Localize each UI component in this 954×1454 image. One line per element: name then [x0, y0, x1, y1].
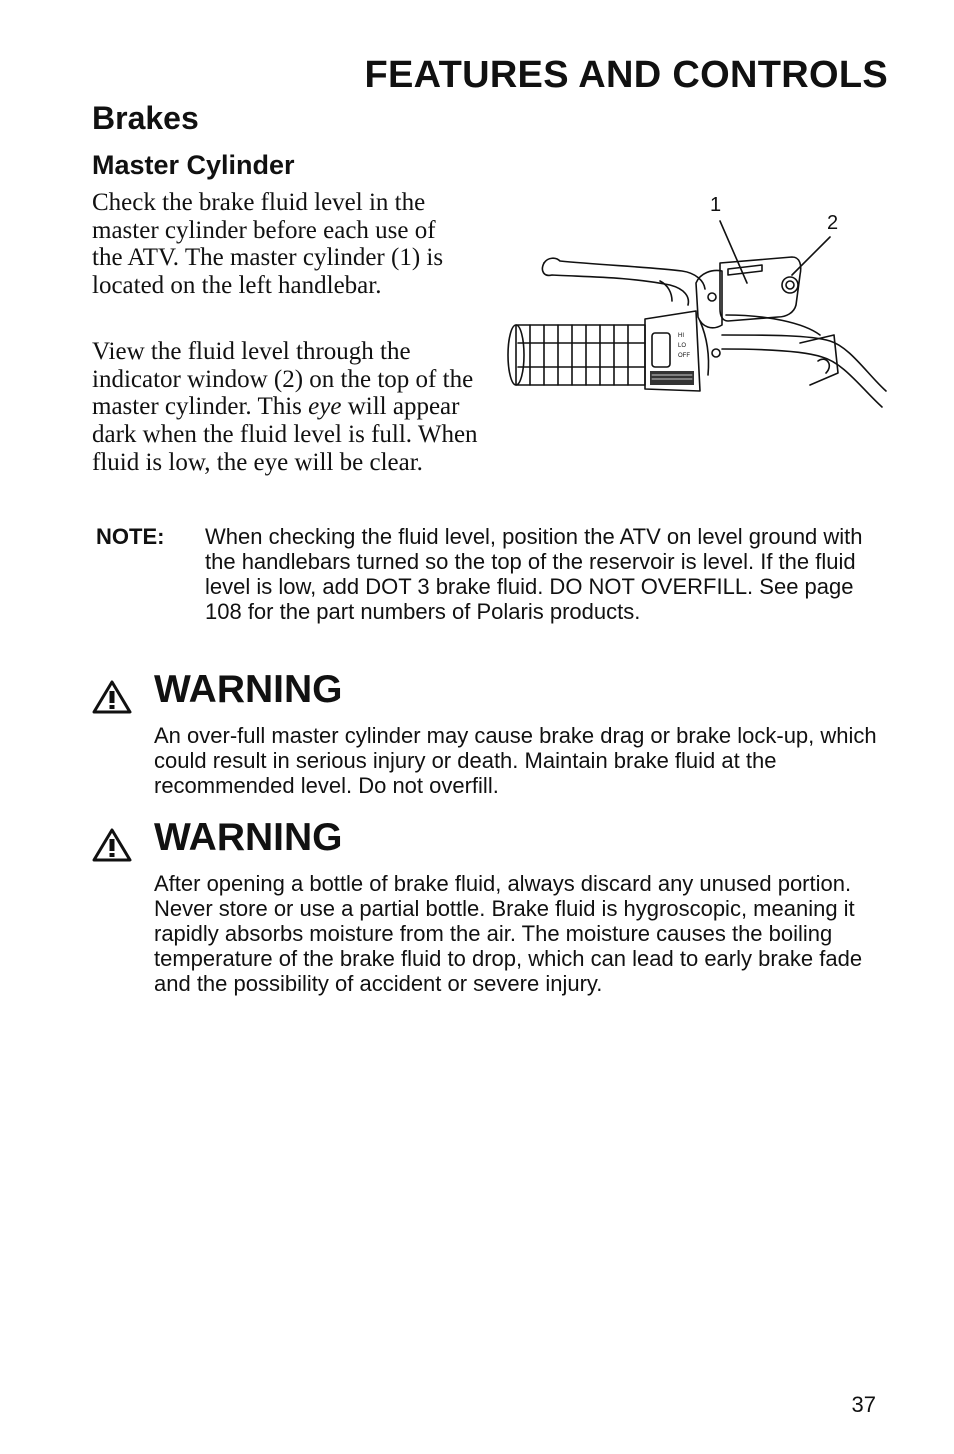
paragraph-location: Check the brake fluid level in the master cylinder before each use of the ATV. The master cylinder (1) is located on the left handlebar.: [92, 189, 444, 300]
handlebar-tube: [722, 315, 886, 407]
paragraph-text: View the fluid level through the indicator window (2) on the top of the master cylinder. This: [92, 338, 474, 421]
page-header: FEATURES AND CONTROLS: [364, 54, 888, 96]
switch-label-lo: LO: [678, 343, 687, 349]
warning-text: An over-full master cylinder may cause brake drag or brake lock-up, which could result in serious injury or death. Maintain brake fluid at the recommended level. Do not overfill.: [154, 723, 877, 798]
switch-label-off: OFF: [678, 353, 690, 359]
paragraph-indicator-window: [92, 338, 502, 477]
subsection-title: Master Cylinder: [92, 150, 295, 180]
switch-label-hi: HI: [678, 333, 684, 339]
brake-lever: [542, 258, 705, 305]
note-label: NOTE:: [96, 524, 165, 549]
warning-title: WARNING: [154, 816, 343, 859]
indicator-window: [782, 277, 798, 293]
callout-1-label: 1: [710, 194, 722, 216]
warning-text: After opening a bottle of brake fluid, always discard any unused portion. Never store or use a partial bottle. Brake fluid is hygroscopic, meaning it rapidly absorbs moisture from the air. The moisture causes the boiling temperature of the brake fluid to drop, which can lead to early brake fade and the possibility of accident or severe injury.: [154, 871, 863, 996]
warning-triangle-icon: [92, 680, 132, 714]
page-number: 37: [851, 1392, 876, 1417]
section-title: Brakes: [92, 100, 199, 136]
handlebar-grip: [508, 325, 645, 385]
callout-2-leader: [792, 237, 830, 275]
paragraph-text: will appear dark when the fluid level is full. When fluid is low, the eye will be clear.: [92, 393, 478, 476]
note-text: When checking the fluid level, position the ATV on level ground with the handlebars turned so the top of the reservoir is level. If the fluid level is low, add DOT 3 brake fluid. DO NOT OVERFILL. See page 108 for the part numbers of Polaris products.: [205, 524, 863, 624]
callout-2-label: 2: [827, 212, 839, 234]
warning-title: WARNING: [154, 668, 343, 711]
warning-triangle-icon: [92, 828, 132, 862]
master-cylinder-illustration: [500, 185, 890, 435]
switch-housing: [645, 311, 700, 391]
paragraph-emphasis: eye: [308, 393, 342, 421]
